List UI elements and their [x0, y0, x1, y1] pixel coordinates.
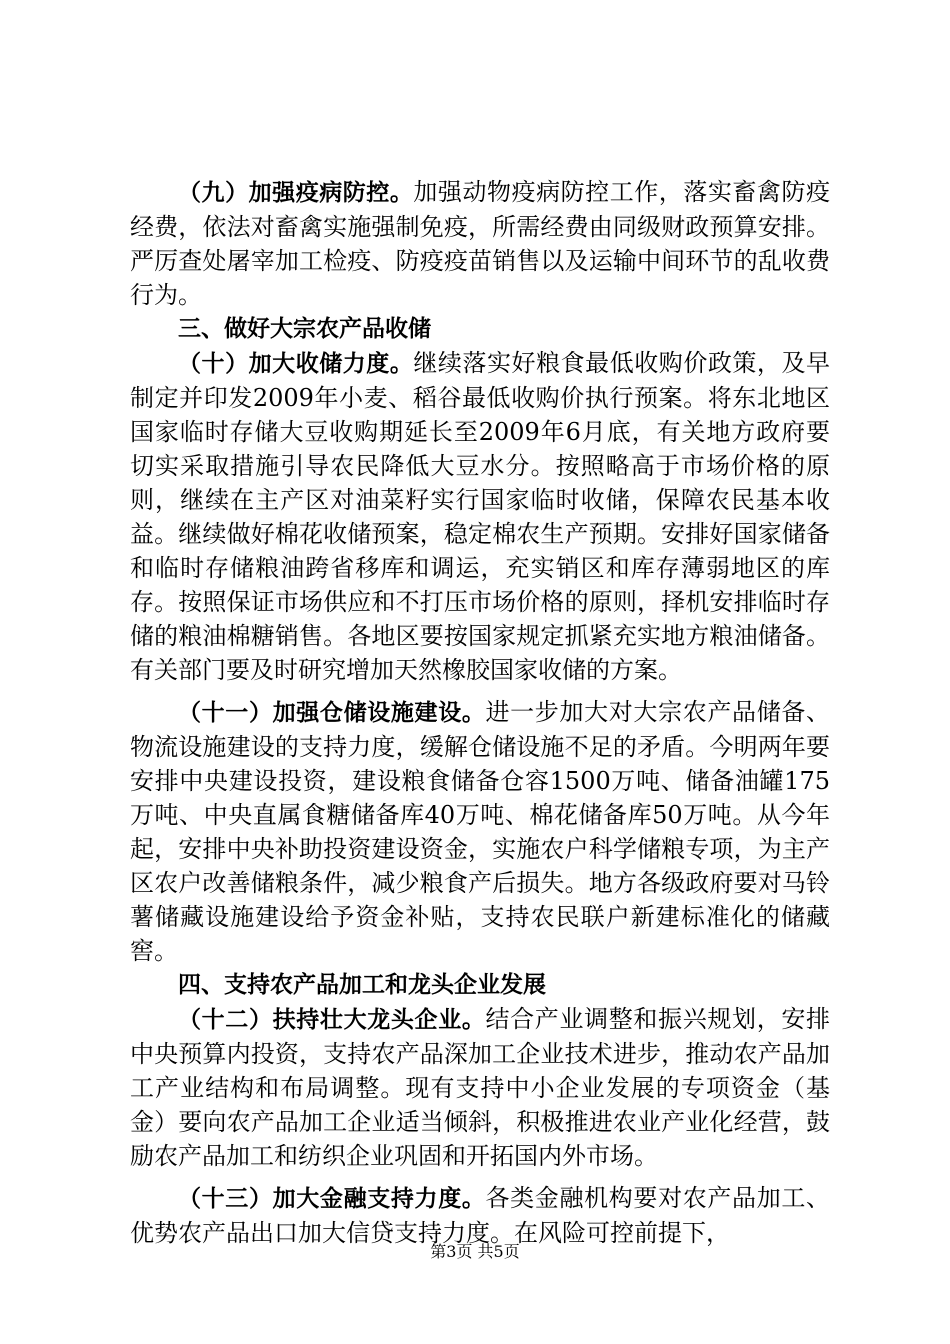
- paragraph-9-lead: （九）加强疫病防控。: [178, 180, 414, 206]
- section-heading-4: 四、支持农产品加工和龙头企业发展: [178, 972, 546, 998]
- section-heading-3: 三、做好大宗农产品收储: [178, 316, 431, 342]
- paragraph-12: [130, 1002, 830, 1173]
- paragraph-10: [130, 346, 830, 687]
- paragraph-11-text: 进一步加大对大宗农产品储备、物流设施建设的支持力度，缓解仓储设施不足的矛盾。今明两年要安排中央建设投资，建设粮食储备仓容1500万吨、储备油罐175万吨、中央直属食糖储备库40万吨、棉花储备库50万吨。从今年起，安排中央补助投资建设资金，实施农户科学储粮专项，为主产区农户改善储粮条件，减少粮食产后损失。地方各级政府要对马铃薯储藏设施建设给予资金补贴，支持农民联户新建标准化的储藏窖。: [130, 698, 830, 965]
- paragraph-10-lead: （十）加大收储力度。: [178, 351, 414, 377]
- paragraph-9: [130, 175, 830, 312]
- paragraph-12-lead: （十二）扶持壮大龙头企业。: [178, 1007, 486, 1033]
- paragraph-11-lead: （十一）加强仓储设施建设。: [178, 700, 486, 726]
- paragraph-11: [130, 695, 830, 968]
- paragraph-10-text: 继续落实好粮食最低收购价政策，及早制定并印发2009年小麦、稻谷最低收购价执行预案。将东北地区国家临时存储大豆收购期延长至2009年6月底，有关地方政府要切实采取措施引导农民降低大豆水分。按照略高于市场价格的原则，继续在主产区对油菜籽实行国家临时收储，保障农民基本收益。继续做好棉花收储预案，稳定棉农生产预期。安排好国家储备和临时存储粮油跨省移库和调运，充实销区和库存薄弱地区的库存。按照保证市场供应和不打压市场价格的原则，择机安排临时存储的粮油棉糖销售。各地区要按国家规定抓紧充实地方粮油储备。有关部门要及时研究增加天然橡胶国家收储的方案。: [130, 349, 831, 684]
- paragraph-12-text: 结合产业调整和振兴规划，安排中央预算内投资，支持农产品深加工企业技术进步，推动农产品加工产业结构和布局调整。现有支持中小企业发展的专项资金（基金）要向农产品加工企业适当倾斜，积极推进农业产业化经营，鼓励农产品加工和纺织企业巩固和开拓国内外市场。: [130, 1005, 830, 1170]
- page-footer: 第3页 共5页: [430, 1242, 520, 1261]
- document-body: [130, 175, 830, 1250]
- paragraph-9-text: 加强动物疫病防控工作，落实畜禽防疫经费，依法对畜禽实施强制免疫，所需经费由同级财政预算安排。严厉查处屠宰加工检疫、防疫疫苗销售以及运输中间环节的乱收费行为。: [130, 178, 831, 309]
- paragraph-13-text: 各类金融机构要对农产品加工、优势农产品出口加大信贷支持力度。在风险可控前提下，: [130, 1184, 830, 1247]
- paragraph-13-lead: （十三）加大金融支持力度。: [178, 1186, 486, 1212]
